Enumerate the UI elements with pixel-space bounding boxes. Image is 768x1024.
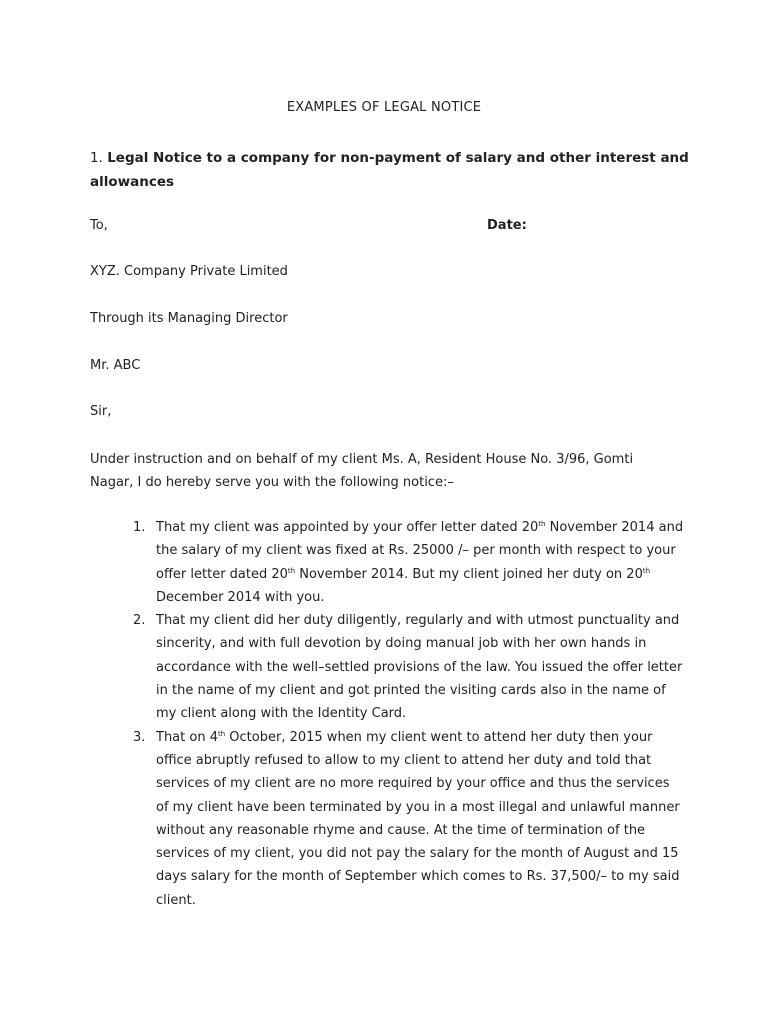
ordinal-suffix: th bbox=[287, 566, 296, 575]
notice-points-list bbox=[0, 516, 768, 912]
list-item-text: That my client did her duty diligently, regularly and with utmost punctuality and sincerity, and with full devotion by doing manual job with her own hands in accordance with the well–settled provisions of the law. You issued the offer letter in the name of my client and got printed the visiting cards also in the name of my client along with the Identity Card. bbox=[156, 613, 683, 722]
list-item-number: 1. bbox=[133, 520, 146, 535]
document-title: EXAMPLES OF LEGAL NOTICE bbox=[286, 100, 482, 115]
list-item-text: December 2014 with you. bbox=[156, 589, 325, 605]
list-item-number: 2. bbox=[133, 613, 146, 629]
ordinal-suffix: th bbox=[642, 566, 651, 575]
list-item bbox=[0, 516, 686, 609]
list-item-number: 3. bbox=[133, 729, 146, 745]
salutation: Sir, bbox=[90, 404, 112, 419]
notice-heading bbox=[90, 146, 690, 194]
heading-number: 1. bbox=[90, 150, 103, 166]
list-item-text: That my client was appointed by your offer letter dated 20 bbox=[156, 520, 539, 535]
list-item-text: October, 2015 when my client went to attend her duty then your office abruptly refused to allow to my client to attend her duty and told that services of my client are no more required by your office and thus the services of my client have been terminated by you in a most illegal and unlawful manner without any reasonable rhyme and cause. At the time of termination of the services of my client, you did not pay the salary for the month of August and 15 days salary for the month of September which comes to Rs. 37,500/– to my said client. bbox=[156, 729, 680, 908]
list-item-text: That on 4 bbox=[156, 729, 218, 745]
ordinal-suffix: th bbox=[538, 520, 546, 528]
date-label: Date: bbox=[487, 218, 527, 233]
to-label: To, bbox=[90, 218, 108, 233]
addressee: XYZ. Company Private Limited bbox=[90, 264, 288, 279]
list-item-text: November 2014. But my client joined her duty on 20 bbox=[295, 566, 643, 582]
intro-paragraph: Under instruction and on behalf of my client Ms. A, Resident House No. 3/96, Gomti Nagar, I do hereby serve you with the following notice:– bbox=[90, 452, 634, 491]
person-name: Mr. ABC bbox=[90, 358, 141, 373]
ordinal-suffix: th bbox=[217, 729, 226, 738]
list-item bbox=[0, 726, 686, 912]
through-line: Through its Managing Director bbox=[90, 311, 288, 326]
list-item bbox=[0, 609, 686, 725]
heading-text: Legal Notice to a company for non-payment of salary and other interest and allowances bbox=[90, 150, 689, 190]
list-item-text: November 2014 and the salary of my client was fixed at Rs. 25000 /– per month with respect to your offer letter dated 20 bbox=[156, 520, 684, 582]
